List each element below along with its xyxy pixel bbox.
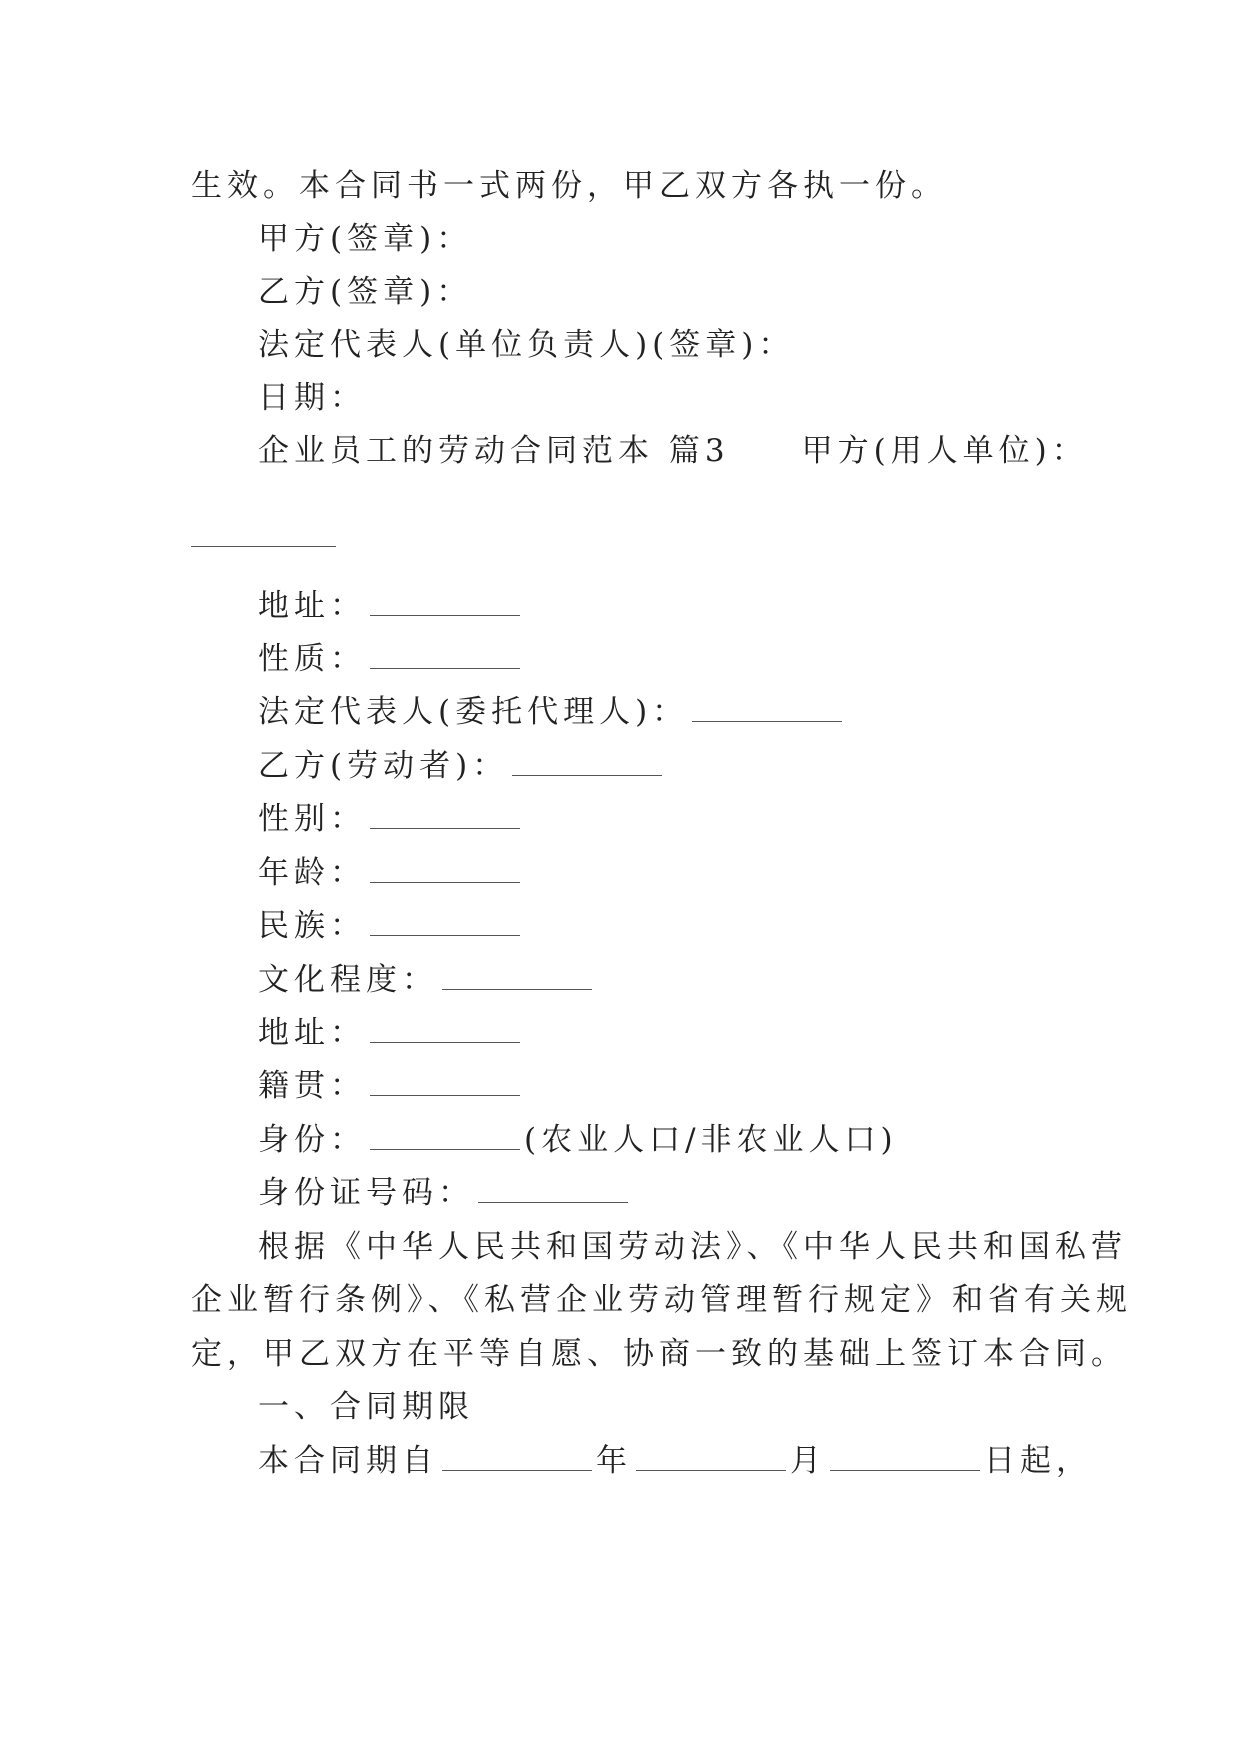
section-heading-term [258, 1387, 474, 1427]
id-number-label: 身份证号码： [258, 1175, 474, 1211]
party-a-signature-line [258, 219, 472, 259]
identity-label: 身份： [258, 1122, 366, 1158]
employer-address-blank [370, 593, 520, 616]
year-blank [442, 1448, 592, 1471]
age-blank [370, 860, 520, 883]
age-line [258, 853, 524, 893]
employee-address-blank [370, 1020, 520, 1043]
paragraph-line-2 [191, 1280, 1132, 1320]
gender-line [258, 799, 524, 839]
legal-rep-line [258, 692, 846, 732]
month-blank [636, 1448, 786, 1471]
employer-blank [191, 546, 336, 547]
ethnicity-blank [370, 913, 520, 936]
identity-note: (农业人口/非农业人口) [524, 1122, 898, 1158]
employer-nature-line [258, 639, 524, 679]
term-start-text: 本合同期自 [258, 1443, 438, 1479]
day-blank [830, 1448, 980, 1471]
section-title-line [258, 431, 1088, 471]
native-place-line [258, 1066, 524, 1106]
id-number-blank [478, 1180, 628, 1203]
paragraph-text: 根据《中华人民共和国劳动法》、《中华人民共和国私营 [258, 1229, 1127, 1265]
legal-rep-signature-label: 法定代表人(单位负责人)(签章)： [258, 327, 795, 363]
employee-address-label: 地址： [258, 1015, 366, 1051]
text-line-effective [191, 166, 947, 206]
employee-line [258, 746, 666, 786]
legal-rep-label: 法定代表人(委托代理人)： [258, 694, 689, 730]
id-number-line [258, 1173, 632, 1213]
section-heading: 一、合同期限 [258, 1389, 474, 1425]
date-label: 日期： [258, 380, 366, 416]
party-b-signature-label: 乙方(签章)： [258, 274, 473, 310]
month-label: 月 [790, 1443, 826, 1479]
party-b-signature-line [258, 272, 472, 312]
legal-rep-blank [692, 699, 842, 722]
education-line [258, 960, 596, 1000]
employee-blank [512, 753, 662, 776]
year-label: 年 [596, 1443, 632, 1479]
employer-address-label: 地址： [258, 588, 366, 624]
employer-nature-blank [370, 646, 520, 669]
identity-blank [370, 1127, 520, 1150]
paragraph-text: 生效。本合同书一式两份，甲乙双方各执一份。 [191, 168, 947, 204]
employer-nature-label: 性质： [258, 641, 366, 677]
section-title: 企业员工的劳动合同范本 篇3 [258, 433, 730, 469]
legal-rep-signature-line [258, 325, 794, 365]
paragraph-line-1 [258, 1227, 1127, 1267]
date-line [258, 378, 366, 418]
education-blank [442, 967, 592, 990]
employer-label: 甲方(用人单位)： [801, 433, 1088, 469]
education-label: 文化程度： [258, 962, 438, 998]
age-label: 年龄： [258, 855, 366, 891]
ethnicity-line [258, 906, 524, 946]
ethnicity-label: 民族： [258, 908, 366, 944]
paragraph-text: 企业暂行条例》、《私营企业劳动管理暂行规定》和省有关规 [191, 1282, 1132, 1318]
day-label: 日起， [984, 1443, 1092, 1479]
employer-address-line [258, 586, 524, 626]
native-place-blank [370, 1073, 520, 1096]
employee-label: 乙方(劳动者)： [258, 748, 509, 784]
paragraph-line-3 [191, 1334, 1127, 1374]
contract-term-line [258, 1441, 1092, 1481]
gender-label: 性别： [258, 801, 366, 837]
identity-line [258, 1120, 898, 1160]
party-a-signature-label: 甲方(签章)： [258, 221, 473, 257]
native-place-label: 籍贯： [258, 1068, 366, 1104]
paragraph-text: 定，甲乙双方在平等自愿、协商一致的基础上签订本合同。 [191, 1336, 1127, 1372]
employee-address-line [258, 1013, 524, 1053]
gender-blank [370, 806, 520, 829]
